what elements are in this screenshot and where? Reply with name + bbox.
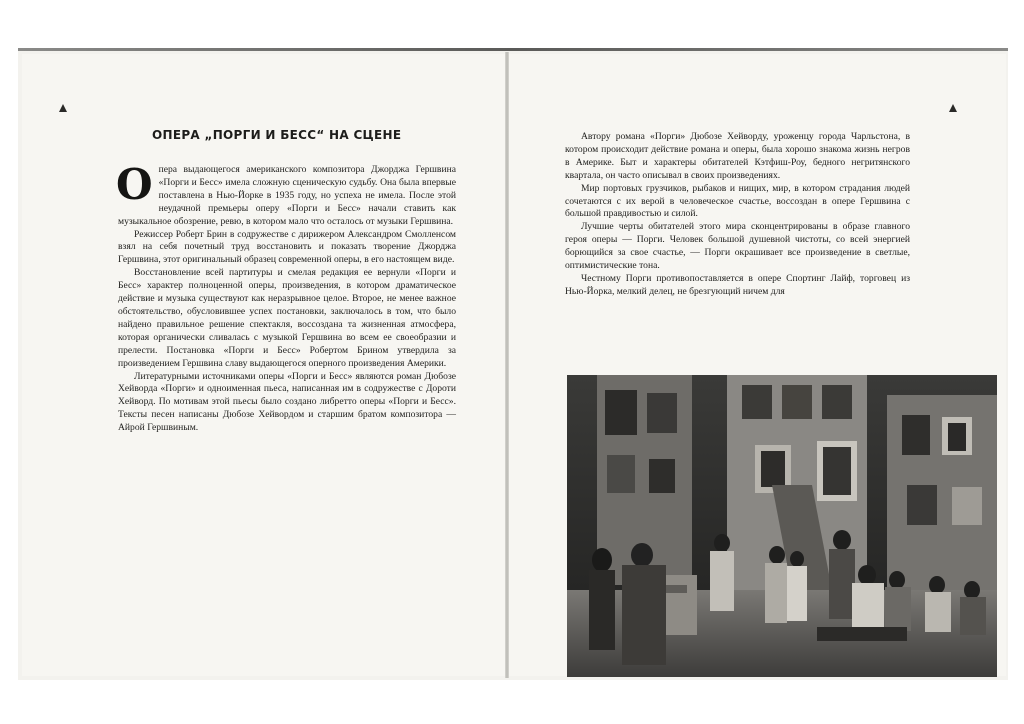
book-gutter <box>505 52 509 678</box>
right-column-text <box>565 131 910 299</box>
corner-mark-icon <box>58 103 68 113</box>
corner-mark-icon <box>948 103 958 113</box>
paragraph: Режиссер Роберт Брин в содружестве с дирижером Александром Смолленсом взял на себя почетный труд восстановить и показать творение Джорджа Гершвина, этот оригинальный образец современной оперы, в его настоящем виде. <box>118 228 456 266</box>
paragraph: Честному Порги противопоставляется в опере Спортинг Лайф, торговец из Нью-Йорка, мелкий делец, не брезгующий ничем для <box>565 272 910 297</box>
page-top-edge <box>18 48 1008 51</box>
paragraph: Восстановление всей партитуры и смелая редакция ее вернули «Порги и Бесс» характер полноценной оперы, произведения, в котором драматическое действие и музыка существуют как неразрывное целое. Второе, не менее важное обстоятельство, обусловившее успех постановки, заключалось в том, что было найдено правильное решение спектакля, воссоздана та жизненная атмосфера, которая органически сливалась с музыкой Гершвина во всем ее своеобразии и прелести. Постановка «Порги и Бесс» Робертом Брином утвердила за произведением Гершвина славу выдающегося оперного произведения Америки. <box>118 267 456 369</box>
paragraph: Литературными источниками оперы «Порги и Бесс» являются роман Дюбозе Хейворда «Порги» и одноименная пьеса, написанная им в содружестве с Дороти Хейворд. По мотивам этой пьесы было создано либретто оперы «Порги и Бесс». Тексты песен написаны Дюбозе Хейвордом и старшим братом композитора — Айрой Гершвиным. <box>118 370 456 434</box>
left-column-text <box>116 160 456 435</box>
drop-cap: О <box>116 160 153 209</box>
page-title: ОПЕРА „ПОРГИ И БЕСС“ НА СЦЕНЕ <box>152 128 402 142</box>
paragraph: Автору романа «Порги» Дюбозе Хейворду, уроженцу города Чарльстона, в котором происходит действие романа и оперы, была хорошо знакома жизнь негров в Америке. Быт и характеры обитателей Кэтфиш-Роу, бедного негритянского квартала, он часто описывал в своих произведениях. <box>565 131 910 181</box>
paragraph: Опера выдающегося американского композитора Джорджа Гершвина «Порги и Бесс» имела сложную сценическую судьбу. Она была впервые поставлена в Нью-Йорке в 1935 году, но успеха не имела. После этой неудачной премьеры оперу «Порги и Бесс» начали ставить как музыкальное обозрение, ревю, в котором мало что осталось от музыки Гершвина. <box>116 160 456 227</box>
stage-photo <box>567 375 997 677</box>
paragraph: Лучшие черты обитателей этого мира сконцентрированы в образе главного героя оперы — Порги. Человек большой душевной чистоты, со всей энергией борющийся за свое счастье, — Порги окрашивает все произведение в светлые, оптимистические тона. <box>565 221 910 272</box>
paragraph: Мир портовых грузчиков, рыбаков и нищих, мир, в котором страдания людей сочетаются с их верой в человеческое счастье, воссоздан в опере Гершвина с большой правдивостью и силой. <box>565 182 910 220</box>
